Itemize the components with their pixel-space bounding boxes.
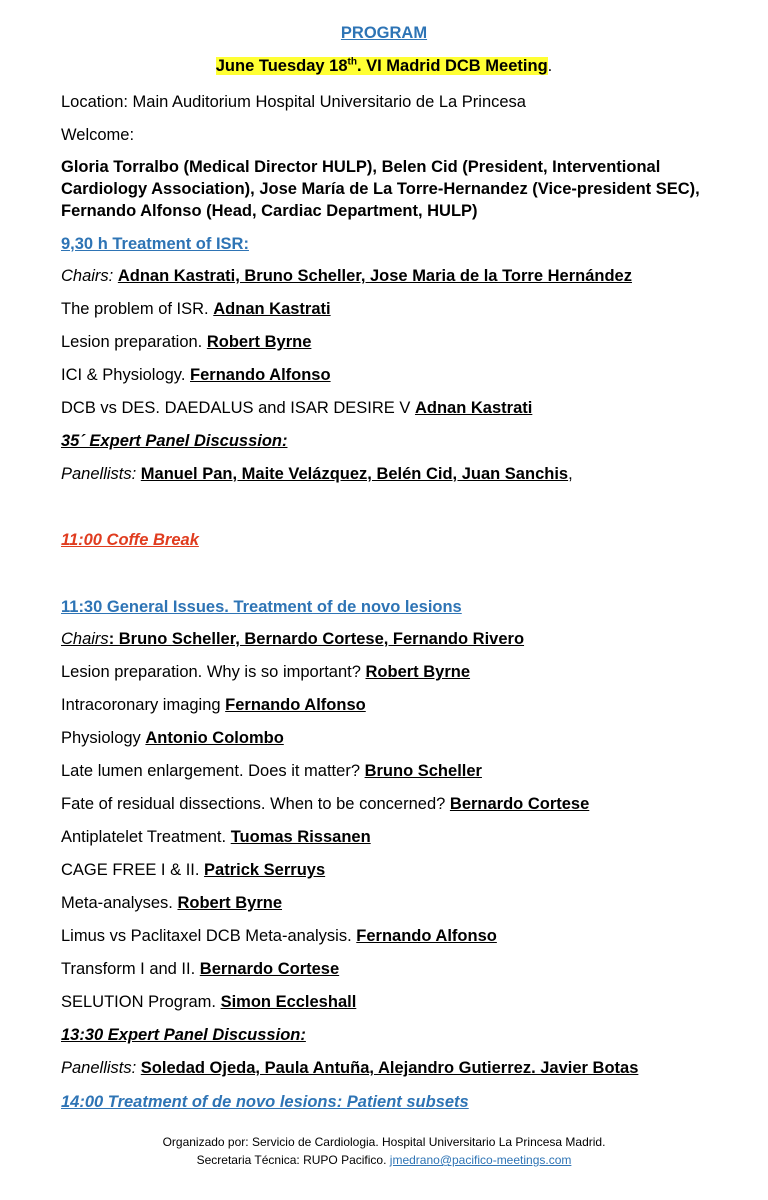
email-link[interactable]: jmedrano@pacifico-meetings.com <box>389 1153 572 1167</box>
session-denovo-panellists: Panellists: Soledad Ojeda, Paula Antuña, Alejandro Gutierrez. Javier Botas <box>61 1059 639 1077</box>
page-title: PROGRAM <box>340 24 428 42</box>
speaker-link[interactable]: Adnan Kastrati <box>213 300 331 318</box>
welcome-speakers: Gloria Torralbo (Medical Director HULP), Belen Cid (President, Interventional Cardiology Association), Jose María de La Torre-Hernandez (Vice-president SEC), Fernando Alfonso (Head, Cardiac Department, HULP) <box>61 158 700 220</box>
speaker-link[interactable]: Robert Byrne <box>177 894 283 912</box>
session-isr-panellists: Panellists: Manuel Pan, Maite Velázquez, Belén Cid, Juan Sanchis, <box>61 465 573 483</box>
speaker-link[interactable]: Tuomas Rissanen <box>230 828 371 846</box>
panellists-link[interactable]: Soledad Ojeda, Paula Antuña, Alejandro Gutierrez. Javier Botas <box>140 1059 639 1077</box>
speaker-link[interactable]: Bruno Scheller <box>364 762 482 780</box>
session-subsets-title: 14:00 Treatment of de novo lesions: Patient subsets <box>61 1093 469 1111</box>
talk-row: DCB vs DES. DAEDALUS and ISAR DESIRE V Adnan Kastrati <box>61 399 533 417</box>
talk-row: The problem of ISR. Adnan Kastrati <box>61 300 331 318</box>
session-denovo-panel: 13:30 Expert Panel Discussion: <box>61 1026 306 1044</box>
meeting-date-highlight: June Tuesday 18th. VI Madrid DCB Meeting <box>215 56 548 75</box>
speaker-link[interactable]: Adnan Kastrati <box>414 399 533 417</box>
talk-row: Meta-analyses. Robert Byrne <box>61 894 283 912</box>
speaker-link[interactable]: Fernando Alfonso <box>225 696 366 714</box>
talk-row: Intracoronary imaging Fernando Alfonso <box>61 696 366 714</box>
panellists-link[interactable]: Manuel Pan, Maite Velázquez, Belén Cid, Juan Sanchis <box>140 465 569 483</box>
welcome-label: Welcome: <box>61 126 135 144</box>
session-isr-panel: 35´ Expert Panel Discussion: <box>61 432 288 450</box>
speaker-link[interactable]: Fernando Alfonso <box>190 366 331 384</box>
talk-row: Antiplatelet Treatment. Tuomas Rissanen <box>61 828 371 846</box>
session-denovo-title: 11:30 General Issues. Treatment of de novo lesions <box>61 598 462 616</box>
speaker-link[interactable]: Patrick Serruys <box>204 861 326 879</box>
talk-row: ICI & Physiology. Fernando Alfonso <box>61 366 331 384</box>
speaker-link[interactable]: Bernardo Cortese <box>449 795 590 813</box>
coffee-break: 11:00 Coffe Break <box>61 531 199 549</box>
talk-row: Lesion preparation. Why is so important? Robert Byrne <box>61 663 471 681</box>
location-text: Location: Main Auditorium Hospital Universitario de La Princesa <box>61 93 526 111</box>
footer-secretariat: Secretaria Técnica: RUPO Pacifico. jmedrano@pacifico-meetings.com <box>196 1153 572 1167</box>
speaker-link[interactable]: Antonio Colombo <box>145 729 284 747</box>
meeting-date-line: June Tuesday 18th. VI Madrid DCB Meeting. <box>215 56 553 75</box>
chairs-names-link[interactable]: Adnan Kastrati, Bruno Scheller, Jose Maria de la Torre Hernández <box>117 267 632 285</box>
talk-row: Lesion preparation. Robert Byrne <box>61 333 312 351</box>
talk-row: Transform I and II. Bernardo Cortese <box>61 960 340 978</box>
session-isr-chairs: Chairs: Adnan Kastrati, Bruno Scheller, Jose Maria de la Torre Hernández <box>61 267 632 285</box>
talk-row: Limus vs Paclitaxel DCB Meta-analysis. Fernando Alfonso <box>61 927 497 945</box>
speaker-link[interactable]: Simon Eccleshall <box>220 993 357 1011</box>
chairs-names-link[interactable]: : Bruno Scheller, Bernardo Cortese, Fernando Rivero <box>108 630 525 648</box>
speaker-link[interactable]: Fernando Alfonso <box>356 927 497 945</box>
speaker-link[interactable]: Bernardo Cortese <box>199 960 340 978</box>
footer-organizer: Organizado por: Servicio de Cardiologia. Hospital Universitario La Princesa Madrid. <box>162 1135 606 1149</box>
session-isr-title: 9,30 h Treatment of ISR: <box>61 235 249 253</box>
speaker-link[interactable]: Robert Byrne <box>365 663 471 681</box>
talk-row: Fate of residual dissections. When to be concerned? Bernardo Cortese <box>61 795 590 813</box>
talk-row: Late lumen enlargement. Does it matter? Bruno Scheller <box>61 762 482 780</box>
talk-row: SELUTION Program. Simon Eccleshall <box>61 993 357 1011</box>
session-denovo-chairs: Chairs: Bruno Scheller, Bernardo Cortese, Fernando Rivero <box>61 630 525 648</box>
speaker-link[interactable]: Robert Byrne <box>206 333 312 351</box>
talk-row: Physiology Antonio Colombo <box>61 729 284 747</box>
talk-row: CAGE FREE I & II. Patrick Serruys <box>61 861 326 879</box>
